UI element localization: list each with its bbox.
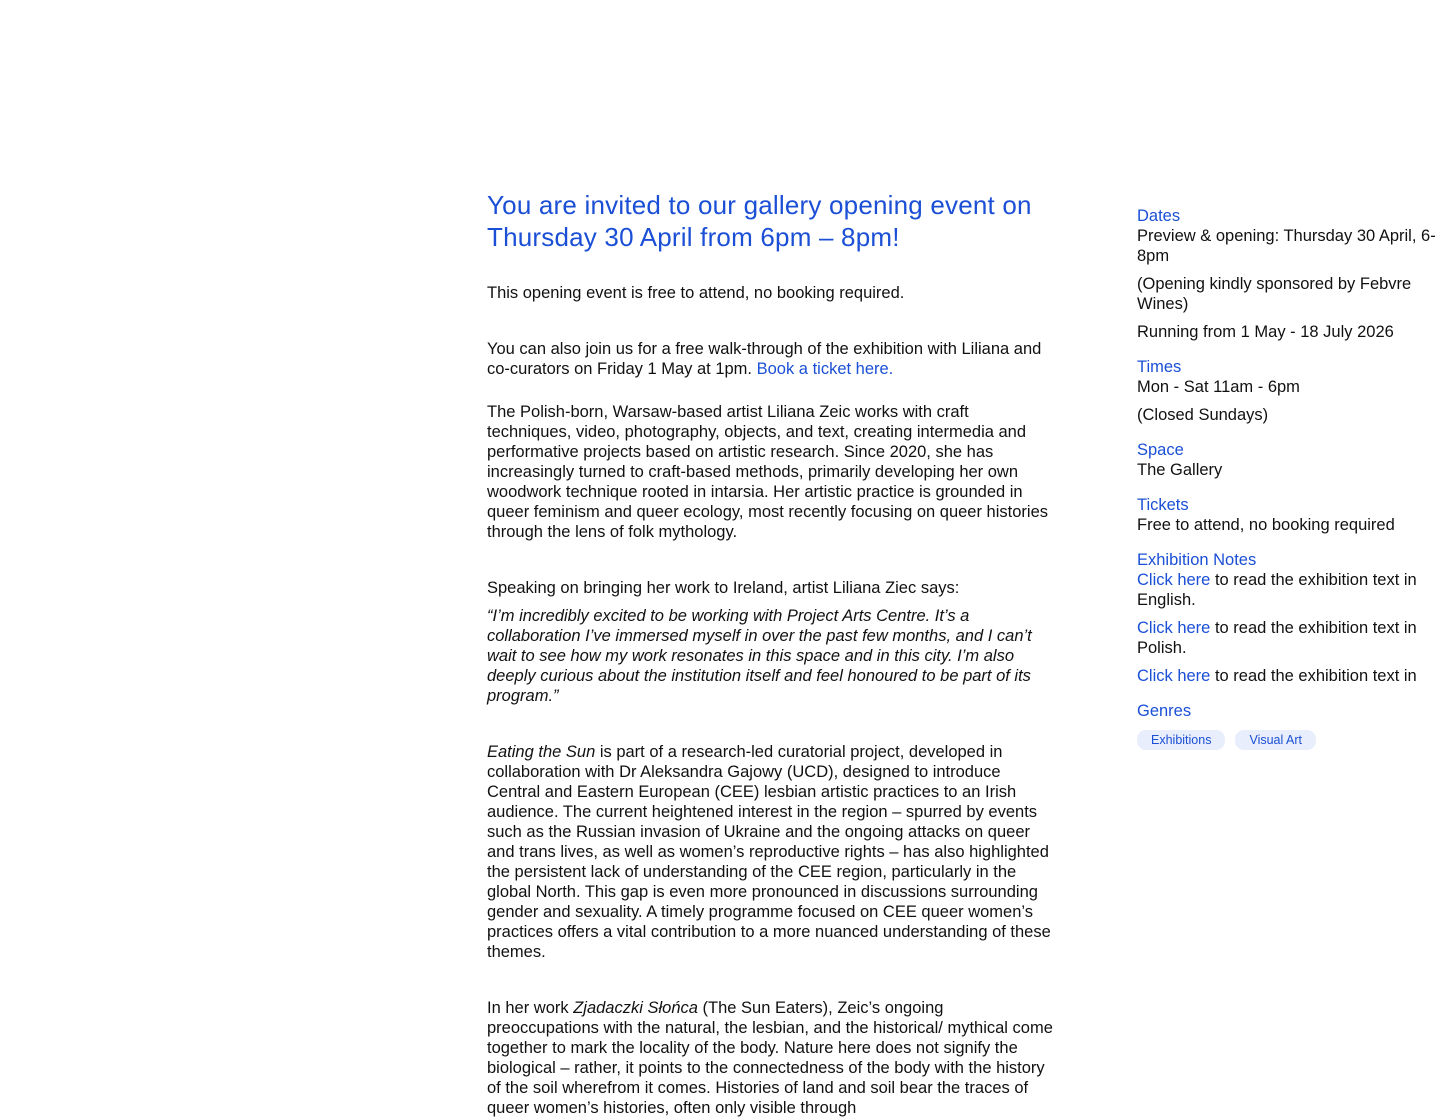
space-value: The Gallery — [1137, 461, 1223, 479]
space-section — [1137, 440, 1447, 480]
notes-label: Exhibition Notes — [1137, 551, 1257, 569]
artist-quote: “I’m incredibly excited to be working with Project Arts Centre. It’s a collaboration I’ve immersed myself in over the past few months, and I can’t wait to see how my work resonates in this space and in this city. I’m also deeply curious about the institution itself and feel honoured to be part of its program.” — [487, 607, 1032, 705]
closed-note: (Closed Sundays) — [1137, 406, 1269, 424]
dates-section — [1137, 206, 1447, 342]
genre-tags — [1137, 730, 1447, 750]
work-title: Zjadaczki Słońca — [573, 999, 698, 1017]
notes-polish-link[interactable]: Click here — [1137, 619, 1211, 637]
times-label: Times — [1137, 358, 1182, 376]
tickets-value: Free to attend, no booking required — [1137, 516, 1395, 534]
free-attend-note: This opening event is free to attend, no booking required. — [487, 284, 905, 302]
genre-tag-visual-art[interactable]: Visual Art — [1235, 730, 1316, 750]
walkthrough-paragraph — [487, 339, 1053, 379]
event-info-sidebar — [1137, 206, 1447, 765]
project-paragraph — [487, 742, 1053, 962]
notes-polish-text: to read the exhibition text in Polish. — [1137, 619, 1417, 657]
artist-bio: The Polish-born, Warsaw-based artist Liliana Zeic works with craft techniques, video, photography, objects, and text, creating intermedia and performative projects based on artistic research. Since 2020, she has increasingly turned to craft-based methods, primarily developing her own woodwork technique rooted in intarsia. Her artistic practice is grounded in queer feminism and queer ecology, most recently focusing on queer histories through the lens of folk mythology. — [487, 403, 1048, 541]
times-section — [1137, 357, 1447, 425]
work-intro: In her work — [487, 999, 574, 1017]
project-title: Eating the Sun — [487, 743, 596, 761]
sponsor-note: (Opening kindly sponsored by Febvre Wines) — [1137, 275, 1412, 313]
tickets-section — [1137, 495, 1447, 535]
notes-third-text: to read the exhibition text in — [1210, 667, 1417, 685]
genres-section — [1137, 701, 1447, 750]
quote-intro: Speaking on bringing her work to Ireland, artist Liliana Ziec says: — [487, 579, 960, 597]
tickets-label: Tickets — [1137, 496, 1189, 514]
event-headline: You are invited to our gallery opening event on Thursday 30 April from 6pm – 8pm! — [487, 190, 1032, 252]
notes-english-link[interactable]: Click here — [1137, 571, 1211, 589]
genre-tag-exhibitions[interactable]: Exhibitions — [1137, 730, 1225, 750]
notes-english — [1137, 570, 1447, 610]
work-paragraph — [487, 998, 1053, 1118]
genres-label: Genres — [1137, 702, 1192, 720]
running-dates: Running from 1 May - 18 July 2026 — [1137, 323, 1394, 341]
book-ticket-link[interactable]: Book a ticket here. — [756, 360, 894, 378]
dates-label: Dates — [1137, 207, 1181, 225]
notes-third — [1137, 666, 1447, 686]
preview-date: Preview & opening: Thursday 30 April, 6-8pm — [1137, 227, 1436, 265]
walkthrough-text: You can also join us for a free walk-through of the exhibition with Liliana and co-curators on Friday 1 May at 1pm. — [487, 340, 1042, 378]
opening-hours: Mon - Sat 11am - 6pm — [1137, 378, 1300, 396]
notes-english-text: to read the exhibition text in English. — [1137, 571, 1417, 609]
space-label: Space — [1137, 441, 1184, 459]
notes-third-link[interactable]: Click here — [1137, 667, 1211, 685]
event-description — [487, 189, 1053, 1118]
notes-polish — [1137, 618, 1447, 658]
project-text: is part of a research-led curatorial project, developed in collaboration with Dr Aleksandra Gajowy (UCD), designed to introduce Central and Eastern European (CEE) lesbian artistic practices to an Irish audience. The current heightened interest in the region – spurred by events such as the Russian invasion of Ukraine and the ongoing attacks on queer and trans lives, as well as women’s reproductive rights – has also highlighted the persistent lack of understanding of the CEE region, particularly in the global North. This gap is even more pronounced in discussions surrounding gender and sexuality. A timely programme focused on CEE queer women’s practices offers a vital contribution to a more nuanced understanding of these themes. — [487, 743, 1051, 961]
work-text: (The Sun Eaters), Zeic’s ongoing preoccupations with the natural, the lesbian, and the historical/ mythical come together to mark the locality of the body. Nature here does not signify the biological – rather, it points to the connectedness of the body with the history of the soil wherefrom it comes. Histories of land and soil bear the traces of queer women’s histories, often only visible through — [487, 999, 1053, 1117]
notes-section — [1137, 550, 1447, 686]
